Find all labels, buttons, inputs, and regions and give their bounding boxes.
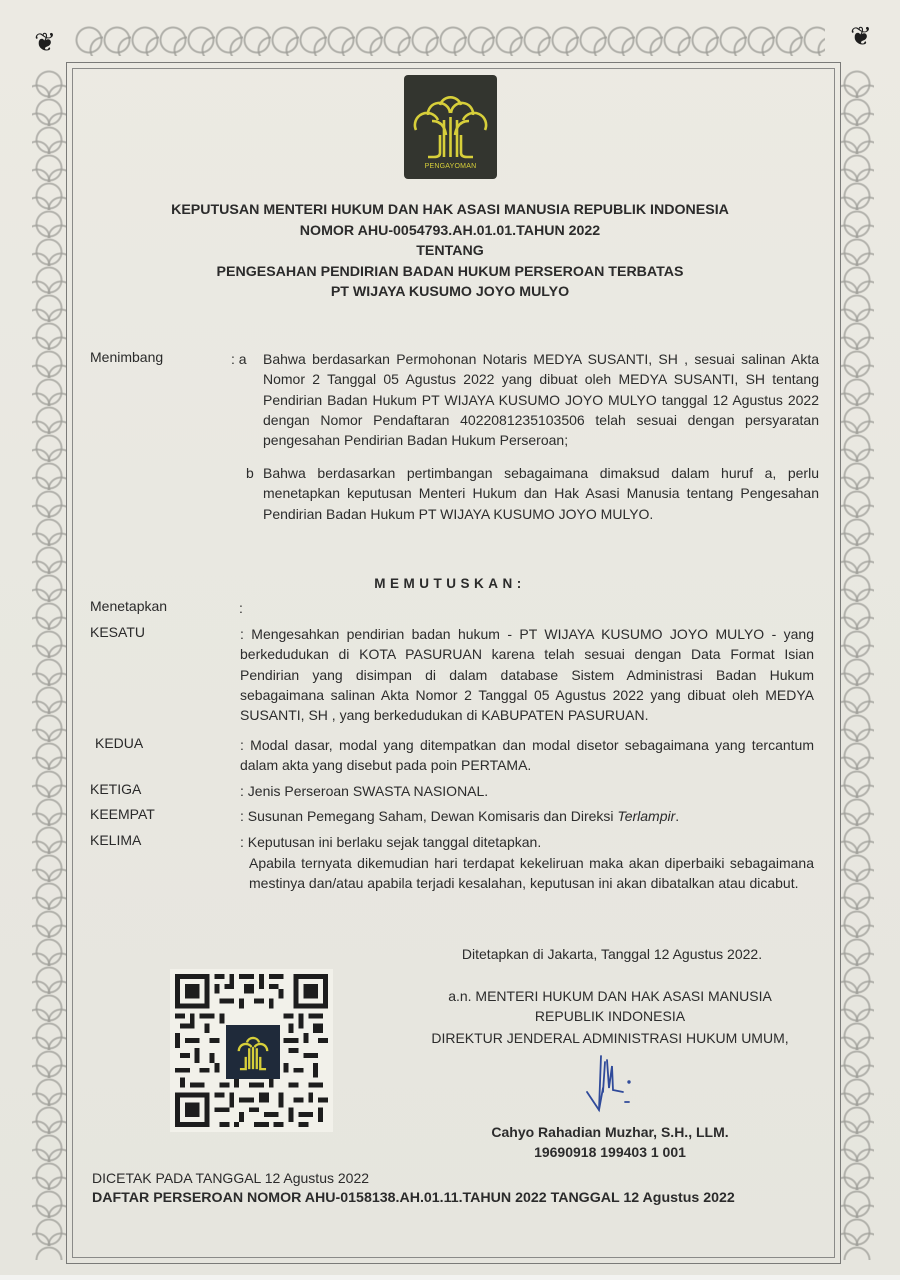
corner-ornament-icon: ❦ [34,28,56,58]
scallop-border-top [75,22,825,56]
kelima-label: KELIMA [90,832,142,848]
ketiga-label: KETIGA [90,781,142,797]
banyan-tree-icon [226,1025,280,1079]
signatory-name: Cahyo Rahadian Muzhar, S.H., LLM. [491,1124,729,1140]
ketiga-text: : Jenis Perseroan SWASTA NASIONAL. [240,783,489,799]
pengayoman-logo [404,75,497,179]
signatory-position: DIREKTUR JENDERAL ADMINISTRASI HUKUM UMUM, [431,1030,789,1046]
menimbang-item-b: Bahwa berdasarkan pertimbangan sebagaimana dimaksud dalam huruf a, perlu menetapkan keputusan Menteri Hukum dan Hak Asasi Manusia tentang Pengesahan Pendirian Badan Hukum PT WIJAYA KUSUMO JOYO MULYO. [263,465,819,522]
memutuskan-heading: MEMUTUSKAN: [374,576,526,591]
kedua-label: KEDUA [95,735,144,751]
kedua-text: : Modal dasar, modal yang ditempatkan dan modal disetor sebagaimana yang tercantum dalam akta yang disebut pada poin PERTAMA. [240,737,814,774]
menimbang-item-a: Bahwa berdasarkan Permohonan Notaris MEDYA SUSANTI, SH , sesuai salinan Akta Nomor 2 Tanggal 05 Agustus 2022 yang dibuat oleh MEDYA SUSANTI, SH tentang Pendirian Badan Hukum PT WIJAYA KUSUMO JOYO MULYO tanggal 12 Agustus 2022 dengan Nomor Pendaftaran 4022081235103506 telah sesuai dengan persyaratan pengesahan Pendirian Badan Hukum Perseroan; [263,351,819,449]
decree-number: NOMOR AHU-0054793.AH.01.01.TAHUN 2022 [299,222,601,239]
menetapkan-colon: : [239,600,243,616]
paper-edge [0,1275,900,1280]
menimbang-marker-b: b [246,465,254,481]
scallop-border-left [32,70,66,1260]
title-tentang: TENTANG [416,243,484,259]
scallop-border-right [840,70,874,1260]
registry-number: DAFTAR PERSEROAN NOMOR AHU-0158138.AH.01.11.TAHUN 2022 TANGGAL 12 Agustus 2022 [92,1190,735,1206]
keempat-label: KEEMPAT [90,806,155,822]
logo-caption: PENGAYOMAN [424,163,477,170]
qr-code[interactable] [170,969,333,1132]
banyan-tree-icon [404,75,497,165]
kelima-text: : Keputusan ini berlaku sejak tanggal ditetapkan. [240,834,542,850]
place-date: Ditetapkan di Jakarta, Tanggal 12 Agustus 2022. [461,946,763,962]
kesatu-label: KESATU [90,624,145,640]
on-behalf-line-2: REPUBLIK INDONESIA [534,1008,686,1024]
corner-ornament-icon: ❦ [850,22,872,52]
printed-date: DICETAK PADA TANGGAL 12 Agustus 2022 [92,1170,370,1186]
title-subject: PENGESAHAN PENDIRIAN BADAN HUKUM PERSEROAN TERBATAS [216,263,684,280]
kelima-text-continued: Apabila ternyata dikemudian hari terdapat kekeliruan maka akan diperbaiki sebagaimana mestinya dan/atau apabila terjadi kesalahan, keputusan ini akan dibatalkan atau dicabut. [249,855,814,892]
menetapkan-label: Menetapkan [90,598,168,614]
qr-center-logo [226,1025,280,1079]
on-behalf-line-1: a.n. MENTERI HUKUM DAN HAK ASASI MANUSIA [448,988,772,1004]
keempat-text [240,806,814,826]
keempat-text-prefix: : Susunan Pemegang Saham, Dewan Komisaris dan Direksi [240,808,618,824]
signature-scribble-icon [585,1052,645,1116]
menimbang-marker-a: : a [231,351,247,367]
title-line-1: KEPUTUSAN MENTERI HUKUM DAN HAK ASASI MANUSIA REPUBLIK INDONESIA [171,202,729,218]
kesatu-text: : Mengesahkan pendirian badan hukum - PT WIJAYA KUSUMO JOYO MULYO - yang berkedudukan di KOTA PASURUAN karena telah sesuai dengan Data Format Isian Pendirian yang disimpan di dalam database Sistem Administrasi Badan Hukum sebagaimana salinan Akta Nomor 2 Tanggal 05 Agustus 2022 yang dibuat oleh MEDYA SUSANTI, SH , yang berkedudukan di KABUPATEN PASURUAN. [240,626,814,724]
document-title [100,200,800,303]
company-name: PT WIJAYA KUSUMO JOYO MULYO [330,284,570,300]
menimbang-label: Menimbang [90,349,164,365]
signatory-nip: 19690918 199403 1 001 [534,1144,686,1160]
keempat-text-italic: Terlampir [617,808,676,824]
keempat-text-suffix: . [675,808,680,824]
